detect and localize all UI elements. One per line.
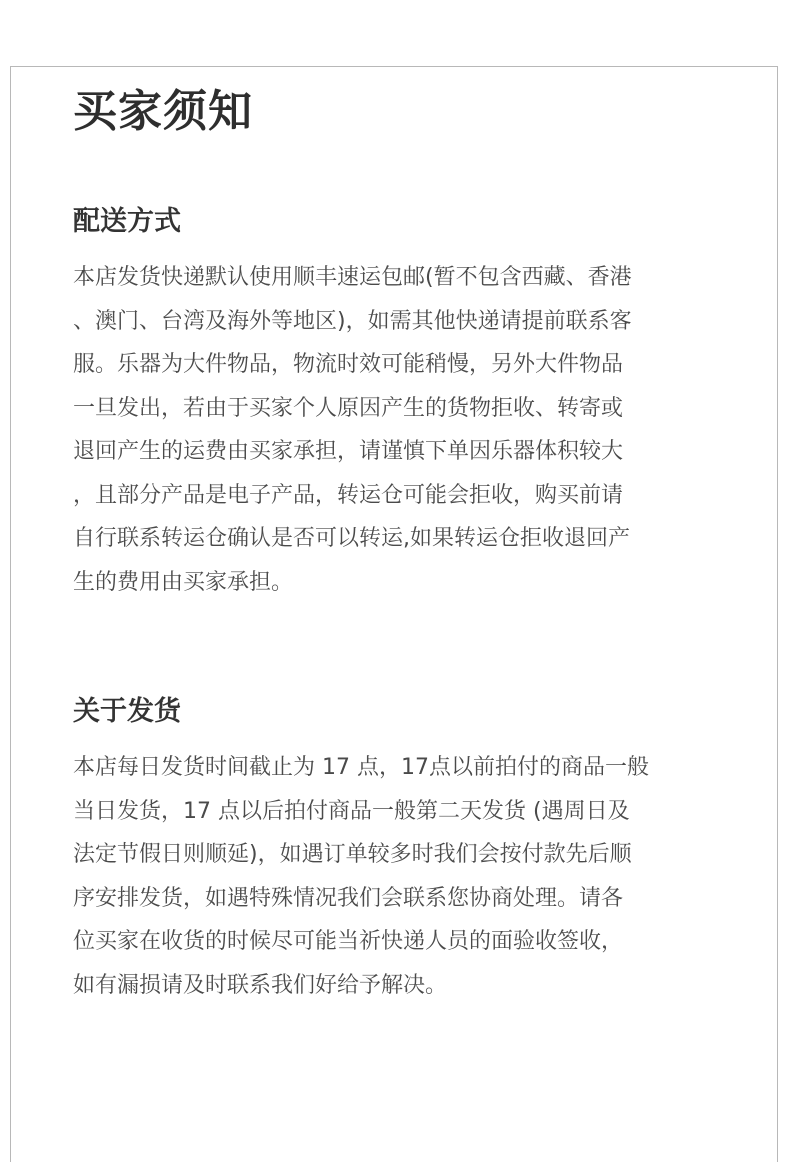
shipping-text-line: 生的费用由买家承担。 — [73, 569, 294, 595]
shipping-text-line: 服。乐器为大件物品，物流时效可能稍慢，另外大件物品 — [73, 352, 624, 377]
shipping-text-line: 、澳门、台湾及海外等地区)，如需其他快递请提前联系客 — [73, 308, 632, 334]
delivery-text-line: 位买家在收货的时候尽可能当祈快递人员的面验收签收， — [73, 929, 624, 954]
shipping-text-line: 自行联系转运仓确认是否可以转运,如果转运仓拒收退回产 — [73, 526, 630, 551]
delivery-text-line: 如有漏损请及时联系我们好给予解决。 — [73, 972, 448, 998]
delivery-text-line: 当日发货，17 点以后拍付商品一般第二天发货 (遇周日及 — [73, 798, 630, 824]
shipping-text-line: 退回产生的运费由买家承担，请谨慎下单因乐器体积较大 — [73, 439, 624, 464]
delivery-text-line: 序安排发货，如遇特殊情况我们会联系您协商处理。请各 — [73, 885, 624, 911]
shipping-text-line: ，且部分产品是电子产品，转运仓可能会拒收，购买前请 — [73, 482, 624, 508]
shipping-method-text — [73, 256, 753, 604]
delivery-text-line: 本店每日发货时间截止为 17 点，17点以前拍付的商品一般 — [73, 755, 649, 780]
page-title: 买家须知 — [73, 86, 253, 137]
shipping-method-heading: 配送方式 — [73, 206, 181, 237]
shipping-text-line: 本店发货快递默认使用顺丰速运包邮(暂不包含西藏、香港 — [73, 265, 632, 290]
delivery-text-line: 法定节假日则顺延)，如遇订单较多时我们会按付款先后顺 — [73, 842, 632, 867]
delivery-text — [73, 746, 753, 1007]
shipping-text-line: 一旦发出，若由于买家个人原因产生的货物拒收、转寄或 — [73, 395, 624, 421]
delivery-heading: 关于发货 — [73, 696, 181, 727]
